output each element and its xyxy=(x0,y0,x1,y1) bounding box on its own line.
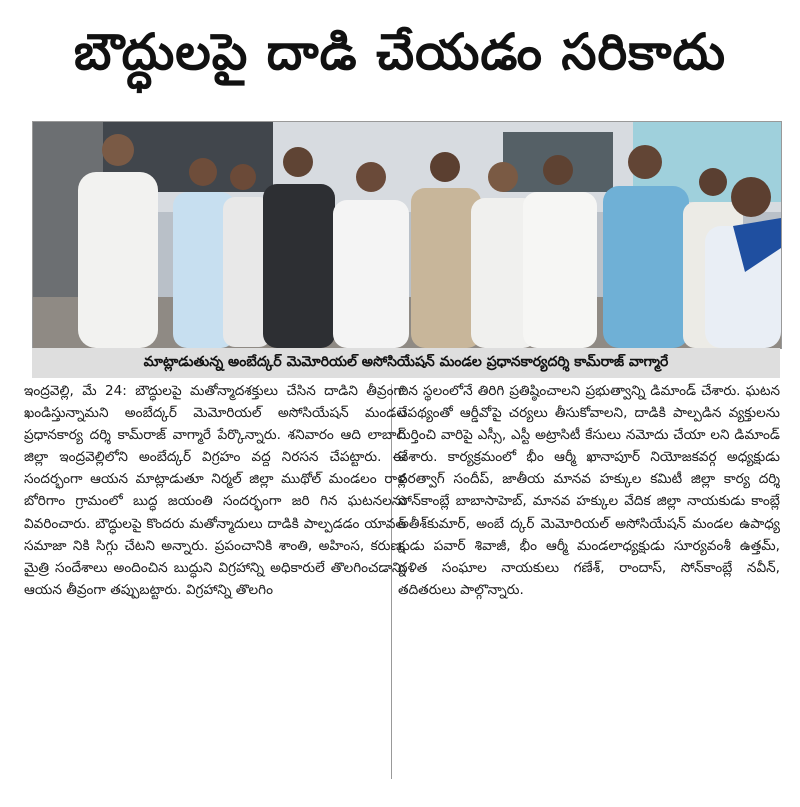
photo-caption: మాట్లాడుతున్న అంబేద్కర్ మెమోరియల్ అసోసియేషన్ మండల ప్రధానకార్యదర్శి కామ్‌రాజ్ వాగ్మారే xyxy=(32,348,780,378)
article-column-right xyxy=(398,380,780,782)
article-column-left xyxy=(24,380,406,782)
news-photo xyxy=(32,121,782,349)
article-text-left: ఇంద్రవెల్లి, మే 24: బౌద్ధులపై మతోన్మాదశక్తులు చేసిన దాడిని తీవ్రంగా ఖండిస్తున్నామని అంబేద్కర్ మెమోరియల్ అసోసియేషన్ మండల ప్రధానకార్య దర్శి కామ్‌రాజ్ వాగ్మారే పేర్కొన్నారు. శనివారం ఆది లాబాద్ జిల్లా ఇంద్రవెల్లిలోని అంబేద్కర్ విగ్రహం వద్ద నిరసన చేపట్టారు. ఈ సందర్భంగా ఆయన మాట్లాడుతూ నిర్మల్ జిల్లా ముథోల్ మండలం రాళ్ల బోరిగాం గ్రామంలో బుద్ధ జయంతి సందర్భంగా జరి గిన ఘటనలను వివరించారు. బౌద్ధులపై కొందరు మతోన్మాదులు దాడికి పాల్పడడం యావత్ సమాజా నికి సిగ్గు చేటని అన్నారు. ప్రపంచానికి శాంతి, అహింస, కరుణ, మైత్రి సందేశాలు అందించిన బుద్ధుని విగ్రహాన్ని అధికారులే తొలగించడాన్ని ఆయన తీవ్రంగా తప్పుబట్టారు. విగ్రహాన్ని తొలగిం xyxy=(24,383,406,598)
article-text-right: చిన స్థలంలోనే తిరిగి ప్రతిష్ఠించాలని ప్రభుత్వాన్ని డిమాండ్ చేశారు. ఘటన నేపథ్యంతో ఆర్డీవోపై చర్యలు తీసుకోవాలని, దాడికి పాల్పడిన వ్యక్తులను గుర్తించి వారిపై ఎస్సీ, ఎస్టీ అట్రాసిటీ కేసులు నమోదు చేయా లని డిమాండ్ చేశారు. కార్యక్రమంలో భీం ఆర్మీ ఖానాపూర్ నియోజకవర్గ అధ్యక్షుడు పరత్వాగ్ సందీప్, జాతీయ మానవ హక్కుల కమిటీ జిల్లా కార్య దర్శి సోన్‌కాంబ్లే బాబాసాహెబ్, మానవ హక్కుల వేదిక జిల్లా నాయకుడు కాంబ్లే అతీశ్‌కుమార్, అంబే ద్కర్ మెమోరియల్ అసోసియేషన్ మండల ఉపాధ్య క్షుడు పవార్ శివాజీ, భీం ఆర్మీ మండలాధ్యక్షుడు సూర్యవంశీ ఉత్తమ్, దళిత సంఘాల నాయకులు గణేశ్, రాందాస్, సోన్‌కాంబ్లే నవీన్, తదితరులు పాల్గొన్నారు. xyxy=(398,383,780,598)
headline: బౌద్ధులపై దాడి చేయడం సరికాదు xyxy=(73,22,727,81)
